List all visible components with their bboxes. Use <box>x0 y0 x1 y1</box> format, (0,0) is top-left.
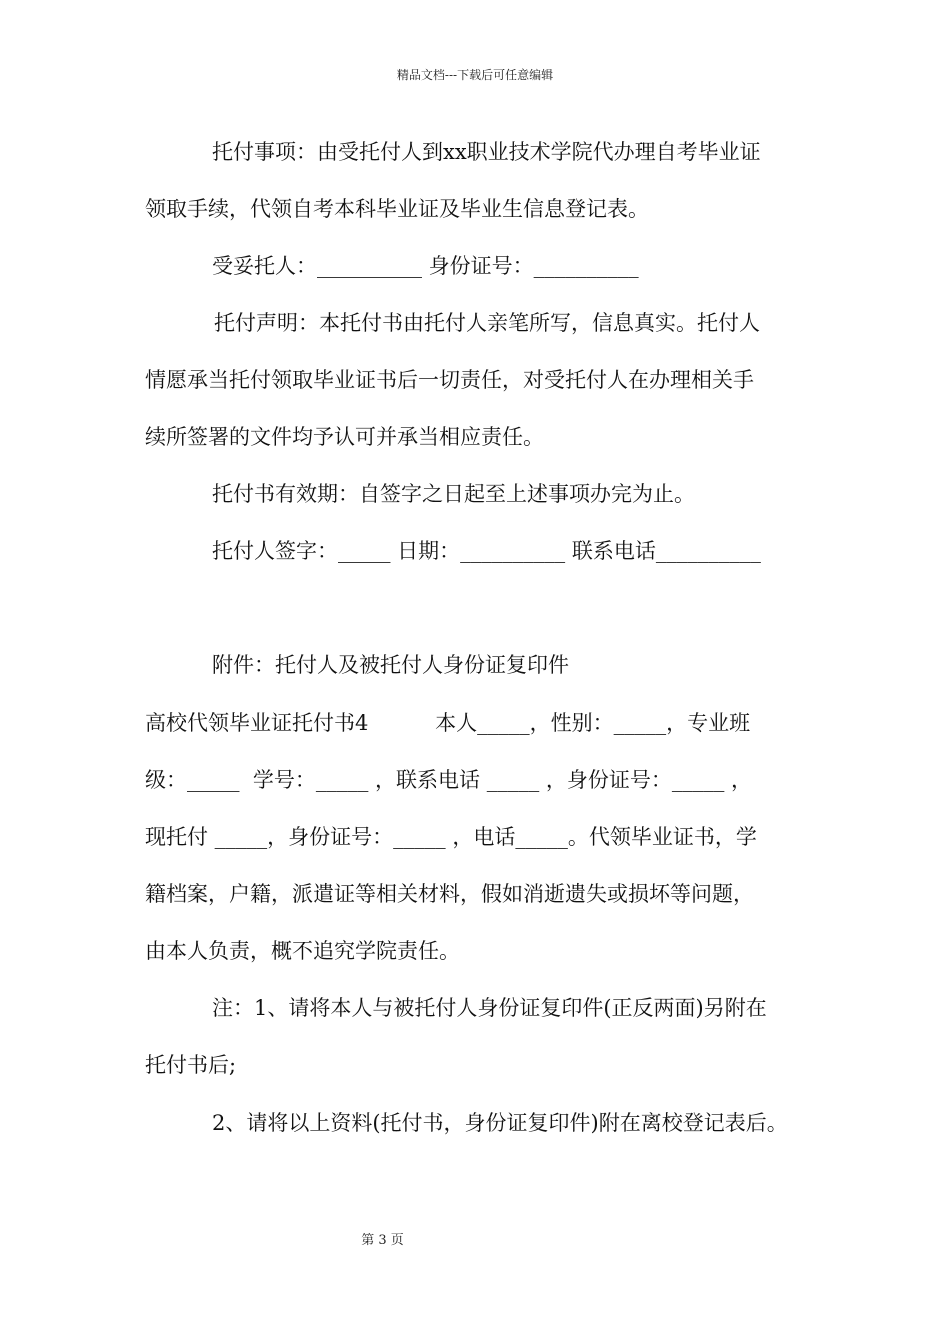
page-header: 精品文档---下载后可任意编辑 <box>396 68 554 82</box>
body-line: 托付人签字：_____ 日期：__________ 联系电话__________ <box>212 539 761 563</box>
note-line: 托付书后; <box>145 1053 237 1077</box>
body-line: 受妥托人：__________ 身份证号：__________ <box>212 254 639 278</box>
note-line: 2、请将以上资料(托付书，身份证复印件)附在离校登记表后。 <box>212 1111 788 1135</box>
body-line: 续所签署的文件均予认可并承当相应责任。 <box>145 425 544 449</box>
body-line: 托付声明：本托付书由托付人亲笔所写，信息真实。托付人 <box>214 311 760 335</box>
body-line: 托付事项：由受托付人到xx职业技术学院代办理自考毕业证 <box>212 140 761 164</box>
body-line: 情愿承当托付领取毕业证书后一切责任，对受托付人在办理相关手 <box>145 368 754 392</box>
note-line: 注：1、请将本人与被托付人身份证复印件(正反两面)另附在 <box>212 996 767 1020</box>
section-title-line: 高校代领毕业证托付书4 本人_____，性别：_____，专业班 <box>145 711 751 735</box>
body-line: 现托付 _____，身份证号：_____ ，电话_____。代领毕业证书，学 <box>145 825 757 849</box>
body-line: 领取手续，代领自考本科毕业证及毕业生信息登记表。 <box>145 197 649 221</box>
attachment-line: 附件：托付人及被托付人身份证复印件 <box>212 653 569 677</box>
page-number: 第 3 页 <box>361 1233 404 1248</box>
body-line: 级：_____ 学号：_____ ，联系电话 _____ ，身份证号：_____ ， <box>145 768 753 792</box>
body-line: 由本人负责，概不追究学院责任。 <box>145 939 460 963</box>
body-line: 籍档案，户籍，派遣证等相关材料，假如消逝遗失或损坏等问题， <box>145 882 754 906</box>
body-line: 托付书有效期：自签字之日起至上述事项办完为止。 <box>212 482 695 506</box>
